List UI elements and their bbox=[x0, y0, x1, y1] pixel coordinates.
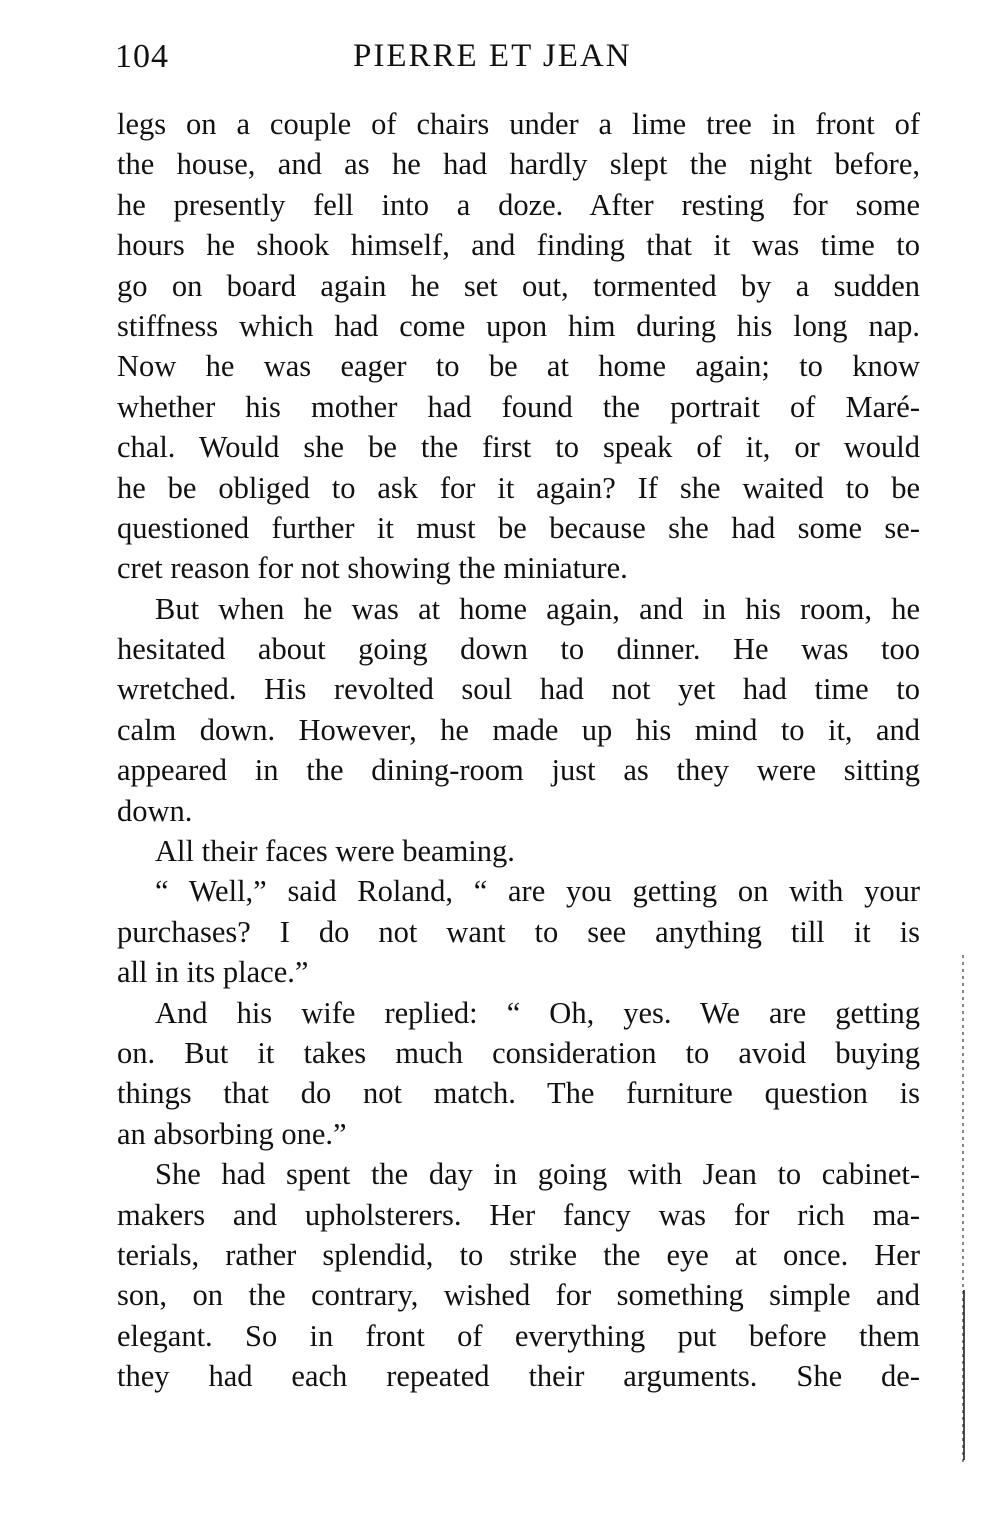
text-line: an absorbing one.” bbox=[117, 1116, 347, 1151]
text-line: stiffness which had come upon him during his long nap. bbox=[117, 308, 920, 343]
text-line: Now he was eager to be at home again; to know bbox=[117, 349, 920, 384]
text-line: questioned further it must be because she had some se- bbox=[117, 510, 920, 545]
text-line: on. But it takes much consideration to avoid buying bbox=[117, 1035, 920, 1070]
page-edge-scan-mark bbox=[963, 1290, 965, 1460]
paragraph-first-line: She had spent the day in going with Jean to cabinet- bbox=[155, 1157, 920, 1192]
text-line: chal. Would she be the first to speak of it, or would bbox=[117, 430, 920, 465]
text-line: he be obliged to ask for it again? If she waited to be bbox=[117, 470, 920, 505]
text-line: whether his mother had found the portrait of Maré- bbox=[117, 389, 920, 424]
text-line: terials, rather splendid, to strike the eye at once. Her bbox=[117, 1237, 920, 1272]
text-line: the house, and as he had hardly slept the night before, bbox=[117, 147, 920, 182]
text-line: go on board again he set out, tormented by a sudden bbox=[117, 268, 920, 303]
text-line: hesitated about going down to dinner. He was too bbox=[117, 632, 920, 667]
text-line: hours he shook himself, and finding that it was time to bbox=[117, 228, 920, 263]
paragraph-first-line: And his wife replied: “ Oh, yes. We are getting bbox=[155, 995, 920, 1030]
paragraph-first-line: All their faces were beaming. bbox=[155, 834, 515, 869]
body-text bbox=[117, 104, 920, 1397]
page-number: 104 bbox=[115, 38, 169, 75]
text-line: he presently fell into a doze. After resting for some bbox=[117, 187, 920, 222]
text-line: they had each repeated their arguments. She de- bbox=[117, 1359, 920, 1394]
text-line: legs on a couple of chairs under a lime tree in front of bbox=[117, 107, 920, 141]
text-line: makers and upholsterers. Her fancy was for rich ma- bbox=[117, 1197, 920, 1232]
text-line: wretched. His revolted soul had not yet had time to bbox=[117, 672, 920, 707]
text-line: purchases? I do not want to see anything till it is bbox=[117, 914, 920, 949]
paragraph-first-line: “ Well,” said Roland, “ are you getting on with your bbox=[155, 874, 920, 909]
text-line: down. bbox=[117, 793, 193, 828]
running-title: PIERRE ET JEAN bbox=[353, 38, 632, 74]
text-line: appeared in the dining-room just as they were sitting bbox=[117, 753, 920, 788]
text-line: son, on the contrary, wished for something simple and bbox=[117, 1278, 920, 1313]
text-line: things that do not match. The furniture question is bbox=[117, 1076, 920, 1111]
running-head bbox=[115, 38, 920, 84]
text-line: elegant. So in front of everything put before them bbox=[117, 1318, 920, 1353]
text-line: all in its place.” bbox=[117, 955, 309, 990]
paragraph-first-line: But when he was at home again, and in his room, he bbox=[155, 591, 920, 626]
text-line: calm down. However, he made up his mind to it, and bbox=[117, 712, 920, 747]
text-line: cret reason for not showing the miniature. bbox=[117, 551, 628, 586]
